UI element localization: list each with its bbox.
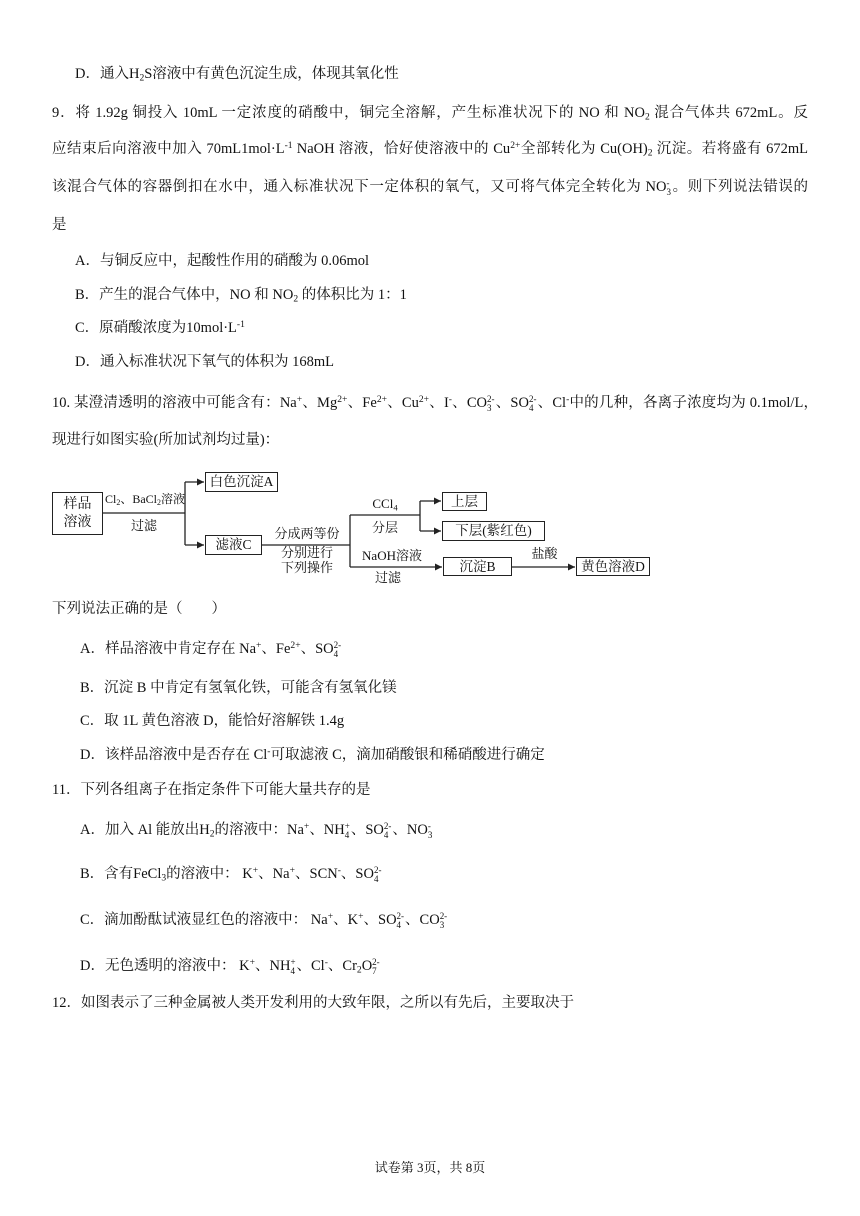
subscript: 4 (393, 502, 398, 513)
text-run: A．与铜反应中，起酸性作用的硝酸为 0.06mol (75, 253, 370, 269)
text-run: 可取滤液 C，滴加硝酸银和稀硝酸进行确定 (270, 747, 545, 763)
precipitate-b-text: 沉淀B (459, 558, 496, 574)
white-precipitate-a-box (205, 472, 278, 492)
superscript: 2+ (510, 140, 521, 152)
superscript: 2- (439, 911, 448, 922)
subscript: 7 (372, 966, 377, 977)
subscript: 4 (333, 649, 339, 660)
text-run: C．滴加酚酞试液显红色的溶液中： Na (80, 912, 328, 928)
text-run: 、SO (350, 822, 384, 838)
stacked-script (345, 822, 350, 839)
subscript: 4 (290, 966, 295, 977)
text-run: 、Cl (537, 395, 567, 411)
subscript: 4 (396, 920, 402, 931)
text-run: 、I (429, 395, 449, 411)
superscript: + (327, 911, 334, 923)
text-run: 、Fe (347, 395, 377, 411)
upper-layer-text: 上层 (451, 493, 478, 509)
q11-option-b (80, 864, 382, 884)
superscript: + (256, 640, 262, 652)
q10-prompt: 下列说法正确的是（ ） (52, 601, 226, 617)
page-footer: 试卷第 3页，共 8页 (374, 1160, 486, 1175)
superscript: 2- (373, 865, 382, 876)
q11-option-d (80, 956, 381, 976)
text-run: 、BaCl (120, 492, 157, 506)
text-run: C．原硝酸浓度为10mol·L (75, 320, 237, 336)
superscript: -1 (236, 319, 245, 331)
text-run: B．产生的混合气体中，NO 和 NO (75, 287, 294, 303)
text-run: 现进行如图实验(所加试剂均过量)： (52, 432, 280, 448)
text-run: 的溶液中：Na (214, 822, 304, 838)
text-run: 、NH (254, 958, 291, 974)
lower-layer-box (442, 521, 545, 541)
subscript: 2 (644, 111, 650, 123)
q11-option-c (80, 910, 448, 930)
superscript: 2- (396, 911, 405, 922)
subscript: 3 (487, 403, 492, 414)
text-run: NaOH 溶液，恰好使溶液中的 Cu (292, 141, 511, 157)
subscript: 3 (427, 830, 433, 841)
superscript: - (427, 821, 431, 832)
stacked-script (374, 866, 381, 883)
q11-option-a (80, 820, 433, 840)
stacked-script (428, 822, 433, 839)
superscript: 2- (372, 957, 380, 968)
text-run: B．含有FeCl (80, 866, 162, 882)
split-two-portions-label: 分成两等份 (274, 526, 340, 541)
reagent-hcl-label: 盐酸 (531, 546, 558, 561)
stacked-script (440, 912, 447, 929)
text-run: 、Na (258, 866, 290, 882)
superscript: - (448, 394, 452, 406)
text-run: 是 (52, 217, 67, 233)
text-run: 、Cu (387, 395, 419, 411)
sample-solution-box (52, 492, 103, 535)
text-run: 沉淀。若将盛有 672mL (652, 141, 808, 157)
split-operations-label (263, 545, 351, 575)
yellow-solution-d-text: 黄色溶液D (581, 558, 645, 574)
text-run: 中的几种，各离子浓度均为 0.1mol/L， (569, 395, 819, 411)
split-operations-line-2: 下列操作 (280, 560, 333, 575)
subscript: 2 (209, 828, 215, 840)
filter-step-2-label: 过滤 (374, 570, 401, 585)
text-run: A．加入 Al 能放出H (80, 822, 210, 838)
text-run: 、NO (392, 822, 428, 838)
flowchart-connectors (0, 0, 860, 600)
q10-option-d (80, 745, 545, 765)
text-run: D．该样品溶液中是否存在 Cl (80, 747, 268, 763)
layering-step-label: 分层 (371, 520, 398, 535)
stacked-script (372, 958, 379, 975)
q10-option-b (80, 678, 397, 698)
superscript: 2- (528, 394, 537, 405)
subscript: 2 (647, 147, 653, 159)
text-run: 混合气体共 672mL。反 (649, 105, 809, 121)
subscript: 2 (356, 964, 362, 976)
superscript: 2+ (290, 640, 301, 652)
superscript: 2+ (337, 394, 348, 406)
subscript: 3 (666, 187, 671, 198)
stacked-script (397, 912, 404, 929)
subscript: 2 (116, 498, 121, 508)
stacked-script (384, 822, 391, 839)
text-run: 、Cr (327, 958, 357, 974)
text-run: A．样品溶液中肯定存在 Na (80, 641, 257, 657)
subscript: 3 (439, 920, 445, 931)
superscript: 2- (487, 394, 495, 405)
text-run: 、NH (309, 822, 345, 838)
text-run: 、SCN (295, 866, 338, 882)
superscript: + (289, 865, 295, 877)
filtrate-c-box (205, 535, 262, 555)
subscript: 4 (344, 830, 350, 841)
filter-step-1-label: 过滤 (130, 518, 157, 533)
q12-stem: 12．如图表示了三种金属被人类开发利用的大致年限，之所以有先后，主要取决于 (52, 995, 574, 1011)
text-run: 、SO (495, 395, 529, 411)
reagent-cl2-bacl2-label (102, 491, 188, 507)
text-run: D．通入H (75, 66, 140, 82)
text-run: 、K (333, 912, 359, 928)
superscript: + (344, 821, 350, 832)
superscript: 2- (333, 640, 342, 651)
superscript: 2- (383, 821, 392, 832)
white-precipitate-a-text: 白色沉淀A (209, 474, 274, 489)
text-run: 、Mg (302, 395, 338, 411)
text-run: O (361, 958, 373, 974)
text-run: 、CO (451, 395, 488, 411)
text-run: 、SO (340, 866, 374, 882)
q10-option-a (80, 639, 342, 659)
text-run: 、CO (405, 912, 440, 928)
text-run: B．沉淀 B 中肯定有氢氧化铁，可能含有氢氧化镁 (80, 680, 397, 696)
subscript: 3 (161, 872, 167, 884)
text-run: 的体积比为 1：1 (298, 287, 407, 303)
subscript: 4 (528, 403, 534, 414)
text-run: 10. 某澄清透明的溶液中可能含有：Na (52, 395, 297, 411)
text-run: 、Cl (296, 958, 325, 974)
stacked-script (334, 641, 341, 658)
superscript: 2+ (376, 394, 387, 406)
upper-layer-box (442, 492, 487, 511)
subscript: 2 (293, 293, 299, 305)
split-operations-line-1: 分别进行 (280, 545, 333, 560)
text-run: 9．将 1.92g 铜投入 10mL 一定浓度的硝酸中，铜完全溶解，产生标准状况下的 NO 和 NO (52, 105, 645, 121)
subscript: 4 (373, 874, 379, 885)
stacked-script (290, 958, 295, 975)
text-run: 的溶液中： K (166, 866, 253, 882)
text-run: S溶液中有黄色沉淀生成，体现其氧化性 (144, 66, 399, 82)
precipitate-b-box (443, 557, 512, 576)
superscript: - (324, 957, 328, 969)
filtrate-c-text: 滤液C (215, 537, 252, 552)
superscript: + (296, 394, 303, 406)
superscript: + (252, 865, 259, 877)
text-run: D．无色透明的溶液中： K (80, 958, 250, 974)
subscript: 2 (139, 72, 145, 84)
text-run: 应结束后向溶液中加入 70mL1mol·L (52, 141, 285, 157)
subscript: 2 (157, 498, 161, 508)
superscript: + (249, 957, 255, 969)
text-run: 。则下列说法错误的 (672, 179, 808, 195)
subscript: 4 (383, 830, 389, 841)
text-run: 该混合气体的容器倒扣在水中，通入标准状况下一定体积的氧气，又可将气体完全转化为 NO (52, 179, 667, 195)
text-run: 、SO (300, 641, 334, 657)
superscript: - (666, 178, 670, 189)
text-run: 溶液 (160, 492, 185, 506)
superscript: + (303, 821, 310, 833)
q11-stem: 11．下列各组离子在指定条件下可能大量共存的是 (52, 782, 371, 798)
superscript: + (290, 957, 296, 968)
reagent-ccl4-label (350, 496, 420, 512)
text-run: CCl (372, 496, 394, 511)
superscript: - (337, 865, 341, 877)
superscript: - (566, 394, 570, 406)
sample-box-line-2: 溶液 (63, 514, 92, 530)
text-run: 全部转化为 Cu(OH) (520, 141, 648, 157)
sample-box-line-1: 样品 (63, 496, 92, 512)
text-run: 、Fe (261, 641, 291, 657)
text-run: D．通入标准状况下氧气的体积为 168mL (75, 354, 334, 370)
text-run: C．取 1L 黄色溶液 D，能恰好溶解铁 1.4g (80, 713, 345, 729)
superscript: + (358, 911, 364, 923)
superscript: - (267, 746, 271, 758)
q10-option-c (80, 711, 344, 731)
reagent-naoh-label: NaOH溶液 (362, 548, 422, 563)
yellow-solution-d-box (576, 557, 650, 576)
superscript: -1 (284, 140, 293, 152)
text-run: Cl (105, 492, 117, 506)
lower-layer-text: 下层(紫红色) (455, 523, 532, 538)
superscript: 2+ (418, 394, 430, 406)
text-run: 、SO (363, 912, 397, 928)
